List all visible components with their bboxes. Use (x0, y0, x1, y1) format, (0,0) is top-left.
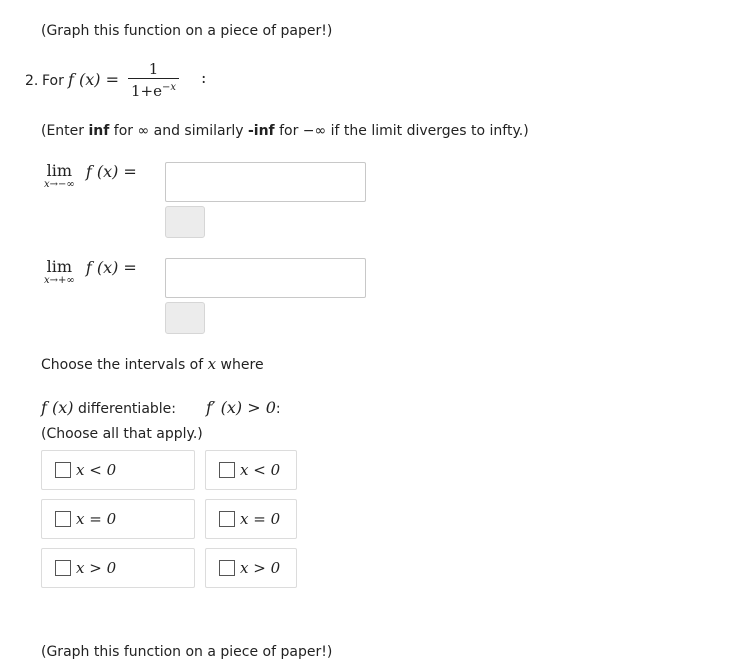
function-lhs: f (x) = (68, 70, 120, 89)
function-fraction (128, 60, 179, 100)
checkbox[interactable] (55, 511, 71, 527)
denominator-exponent: −x (162, 82, 177, 93)
top-instruction: (Graph this function on a piece of paper!) (41, 23, 333, 39)
option-label: x > 0 (240, 559, 281, 577)
choose-text: Choose the intervals of (41, 357, 208, 373)
derivative-positive-header (206, 399, 281, 418)
lim-word: lim (46, 161, 73, 180)
note-part1: (Enter (41, 123, 89, 139)
choose-var: x (207, 355, 217, 373)
note-part2: for ∞ and similarly (109, 123, 248, 139)
limit-neg-inf-preview-button[interactable] (165, 206, 205, 238)
option-label: x < 0 (240, 461, 281, 479)
lim-subscript: x→−∞ (44, 179, 75, 190)
option-label: x = 0 (76, 510, 117, 528)
lim-subscript: x→+∞ (44, 275, 75, 286)
option-derivative-x-less-0[interactable] (205, 450, 297, 490)
option-label: x > 0 (76, 559, 117, 577)
lim-word: lim (46, 257, 73, 276)
checkbox[interactable] (219, 462, 235, 478)
header-colon: : (275, 401, 281, 417)
fraction-numerator: 1 (148, 60, 159, 78)
for-word: For (42, 73, 64, 89)
header-text: differentiable: (73, 401, 176, 417)
note-inf: inf (88, 123, 110, 139)
limit-fx: f (x) = (85, 258, 137, 277)
header-fx: f (x) (41, 398, 74, 417)
limit-pos-inf-input[interactable] (165, 258, 366, 298)
checkbox[interactable] (55, 560, 71, 576)
checkbox[interactable] (219, 511, 235, 527)
problem-number: 2. (25, 73, 39, 89)
option-differentiable-x-equals-0[interactable] (41, 499, 195, 539)
checkbox[interactable] (219, 560, 235, 576)
limit-pos-inf-preview-button[interactable] (165, 302, 205, 334)
fraction-denominator (128, 78, 179, 100)
limit-fx: f (x) = (85, 162, 137, 181)
option-label: x < 0 (76, 461, 117, 479)
limit-neg-inf-expression (44, 162, 137, 190)
limit-operator (44, 162, 75, 190)
header-fpx: f′ (x) > 0 (206, 398, 276, 417)
choose-tail: where (216, 357, 264, 373)
option-derivative-x-greater-0[interactable] (205, 548, 297, 588)
option-differentiable-x-greater-0[interactable] (41, 548, 195, 588)
option-label: x = 0 (240, 510, 281, 528)
choose-all-note: (Choose all that apply.) (41, 426, 203, 442)
limit-instructions (41, 122, 529, 140)
limit-pos-inf-expression (44, 258, 137, 286)
differentiable-header (41, 399, 176, 418)
statement-colon: : (201, 68, 207, 87)
option-differentiable-x-less-0[interactable] (41, 450, 195, 490)
option-derivative-x-equals-0[interactable] (205, 499, 297, 539)
bottom-instruction: (Graph this function on a piece of paper!) (41, 644, 333, 660)
note-neg-inf: -inf (247, 123, 275, 139)
denominator-base: 1+e (131, 82, 162, 100)
note-part3: for −∞ if the limit diverges to infty.) (274, 123, 529, 139)
checkbox[interactable] (55, 462, 71, 478)
limit-neg-inf-input[interactable] (165, 162, 366, 202)
limit-operator (44, 258, 75, 286)
choose-intervals-prompt (41, 355, 264, 374)
